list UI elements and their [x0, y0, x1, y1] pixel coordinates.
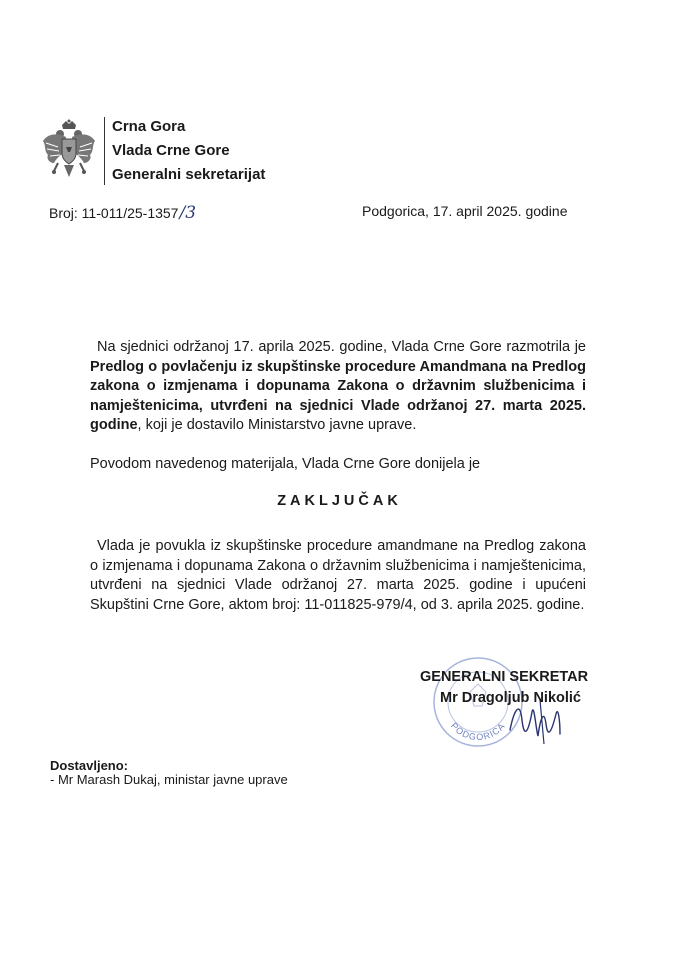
conclusion-title: ZAKLJUČAK: [277, 493, 402, 509]
paragraph-decision-intro: Povodom navedenog materijala, Vlada Crne Gore donijela je: [90, 456, 481, 472]
signatory-title: GENERALNI SEKRETAR: [420, 669, 589, 685]
montenegro-coat-of-arms-icon: [40, 119, 98, 183]
reference-number-label: Broj: 11-011/25-1357: [49, 205, 179, 221]
reference-number: [49, 203, 196, 223]
paragraph-conclusion: Vlada je povukla iz skupštinske procedure amandmane na Predlog zakona o izmjenama i dopunama Zakona o državnim službenicima i namještenicima, utvrđeni na sjednici Vlade održanoj 27. marta 2025. godine i upućeni Skupštini Crne Gore, aktom broj: 11-011825-979/4, od 3. aprila 2025. godine.: [90, 538, 586, 613]
distribution-label: Dostavljeno:: [50, 758, 129, 773]
signatory-name: Mr Dragoljub Nikolić: [440, 690, 581, 706]
header-divider: [104, 117, 105, 185]
issuer-block: [112, 115, 265, 187]
svg-text:PODGORICA: [449, 721, 507, 742]
issuer-country: Crna Gora: [112, 118, 186, 135]
stamp-text: PODGORICA: [448, 720, 508, 743]
paragraph-intro-bold: Predlog o povlačenju iz skupštinske procedure Amandmana na Predlog zakona o izmjenama i dopunama Zakona o državnim službenicima i namještenicima, utvrđeni na sjednici Vlade održanoj 27. marta 2025. godine: [90, 358, 586, 433]
paragraph-intro: [90, 338, 586, 436]
reference-number-handwritten: /3: [179, 203, 197, 223]
issuer-government: Vlada Crne Gore: [112, 142, 230, 159]
distribution-item: - Mr Marash Dukaj, ministar javne uprave: [50, 772, 288, 787]
paragraph-intro-text-end: , koji je dostavilo Ministarstvo javne uprave.: [137, 417, 417, 433]
paragraph-intro-text: Na sjednici održanoj 17. aprila 2025. godine, Vlada Crne Gore razmotrila je: [97, 339, 586, 355]
issuer-secretariat: Generalni sekretarijat: [112, 166, 266, 183]
document-date: Podgorica, 17. april 2025. godine: [362, 203, 568, 219]
